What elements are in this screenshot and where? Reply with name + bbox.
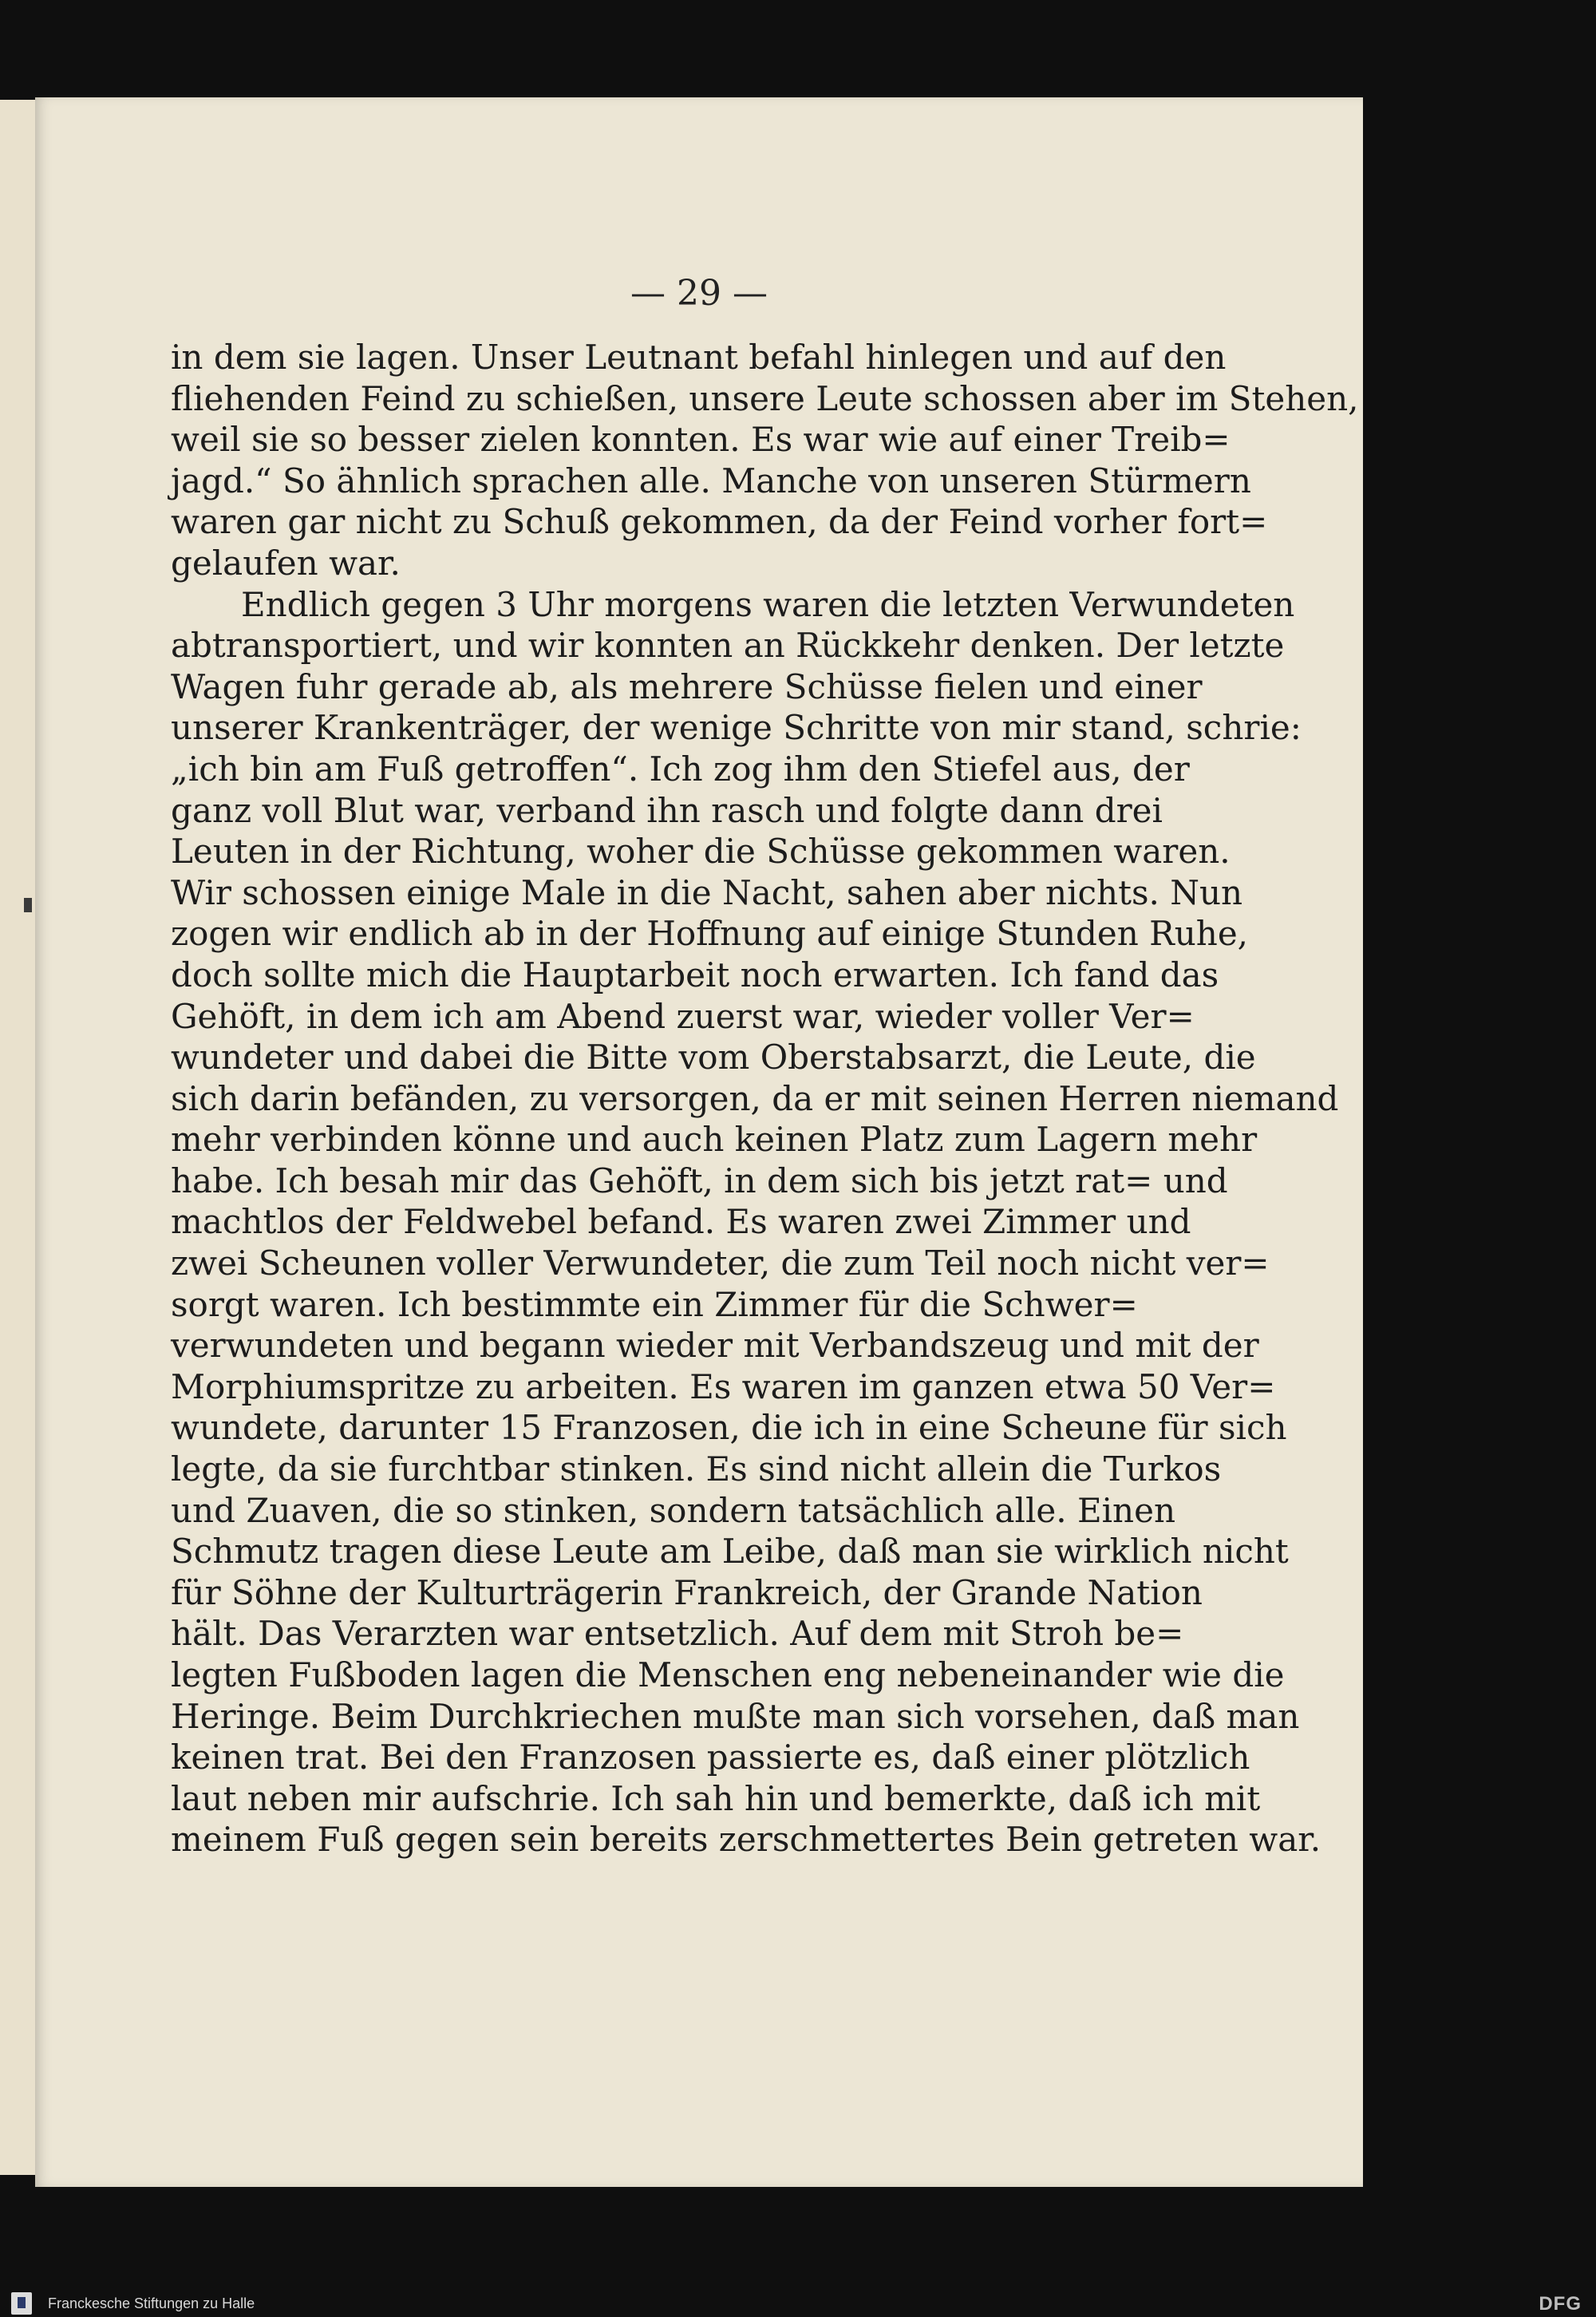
text-line: weil sie so besser zielen konnten. Es war wie auf einer Treib= — [171, 420, 1231, 460]
text-line: sorgt waren. Ich bestimmte ein Zimmer für die Schwer= — [171, 1284, 1138, 1324]
text-line: legte, da sie furchtbar stinken. Es sind nicht allein die Turkos — [171, 1449, 1222, 1489]
text-line: abtransportiert, und wir konnten an Rückkehr denken. Der letzte — [171, 626, 1285, 666]
text-line: legten Fußboden lagen die Menschen eng nebeneinander wie die — [171, 1655, 1285, 1694]
text-line: Schmutz tragen diese Leute am Leibe, daß man sie wirklich nicht — [171, 1532, 1289, 1572]
text-line: ganz voll Blut war, verband ihn rasch und folgte dann drei — [171, 790, 1163, 830]
viewer-footer — [0, 2291, 1596, 2317]
text-line: meinem Fuß gegen sein bereits zerschmettertes Bein getreten war. — [171, 1820, 1321, 1860]
text-line: verwundeten und begann wieder mit Verbandszeug und mit der — [171, 1326, 1259, 1366]
text-line: waren gar nicht zu Schuß gekommen, da der Feind vorher fort= — [171, 502, 1268, 542]
text-line: Morphiumspritze zu arbeiten. Es waren im ganzen etwa 50 Ver= — [171, 1366, 1276, 1406]
text-line: hält. Das Verarzten war entsetzlich. Auf dem mit Stroh be= — [171, 1614, 1184, 1654]
text-line: Endlich gegen 3 Uhr morgens waren die letzten Verwundeten — [241, 584, 1295, 624]
text-line: Leuten in der Richtung, woher die Schüsse gekommen waren. — [171, 832, 1231, 872]
text-line: zogen wir endlich ab in der Hoffnung auf einige Stunden Ruhe, — [171, 914, 1249, 954]
text-line: mehr verbinden könne und auch keinen Platz zum Lagern mehr — [171, 1120, 1258, 1160]
body-text — [171, 337, 1359, 1860]
text-line: Gehöft, in dem ich am Abend zuerst war, wieder voller Ver= — [171, 996, 1195, 1036]
book-page — [35, 97, 1363, 2187]
dfg-logo: DFG — [1539, 2293, 1582, 2315]
text-line: jagd.“ So ähnlich sprachen alle. Manche von unseren Stürmern — [171, 461, 1251, 500]
text-line: zwei Scheunen voller Verwundeter, die zum Teil noch nicht ver= — [171, 1244, 1270, 1283]
text-line: und Zuaven, die so stinken, sondern tatsächlich alle. Einen — [171, 1490, 1175, 1530]
text-line: gelaufen war. — [171, 543, 401, 583]
institution-name: Franckesche Stiftungen zu Halle — [48, 2295, 255, 2311]
left-page-edge — [0, 100, 37, 2175]
text-line: machtlos der Feldwebel befand. Es waren zwei Zimmer und — [171, 1202, 1191, 1242]
text-line: unserer Krankenträger, der wenige Schritte von mir stand, schrie: — [171, 708, 1302, 748]
page-number-header: — 29 — — [630, 273, 768, 314]
text-line: laut neben mir aufschrie. Ich sah hin und bemerkte, daß ich mit — [171, 1778, 1261, 1818]
text-line: Wir schossen einige Male in die Nacht, sahen aber nichts. Nun — [171, 872, 1243, 912]
text-line: keinen trat. Bei den Franzosen passierte es, daß einer plötzlich — [171, 1738, 1250, 1777]
text-line: Wagen fuhr gerade ab, als mehrere Schüsse fielen und einer — [171, 666, 1203, 706]
page-mark — [24, 898, 32, 912]
text-line: fliehenden Feind zu schießen, unsere Leute schossen aber im Stehen, — [171, 378, 1359, 418]
institution-logo-icon — [11, 2292, 32, 2315]
text-line: in dem sie lagen. Unser Leutnant befahl hinlegen und auf den — [171, 338, 1227, 377]
text-line: Heringe. Beim Durchkriechen mußte man sich vorsehen, daß man — [171, 1696, 1300, 1736]
text-line: habe. Ich besah mir das Gehöft, in dem sich bis jetzt rat= und — [171, 1160, 1228, 1200]
text-line: wundeter und dabei die Bitte vom Oberstabsarzt, die Leute, die — [171, 1038, 1256, 1077]
text-line: für Söhne der Kulturträgerin Frankreich, der Grande Nation — [171, 1572, 1203, 1612]
text-line: wundete, darunter 15 Franzosen, die ich in eine Scheune für sich — [171, 1408, 1287, 1448]
text-line: „ich bin am Fuß getroffen“. Ich zog ihm den Stiefel aus, der — [171, 749, 1190, 789]
text-line: doch sollte mich die Hauptarbeit noch erwarten. Ich fand das — [171, 955, 1219, 994]
text-line: sich darin befänden, zu versorgen, da er mit seinen Herren niemand — [171, 1078, 1339, 1118]
